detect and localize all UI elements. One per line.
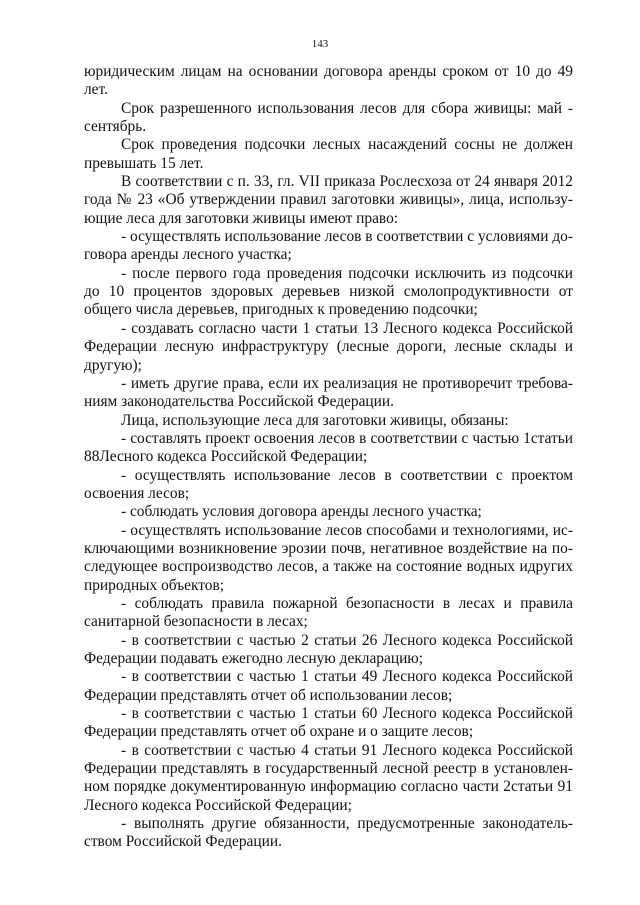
list-item-right: - иметь другие права, если их реализация не противоречит требованиям законодательства Российской Федерации. xyxy=(84,374,573,411)
list-item-obligation: - в соответствии с частью 2 статьи 26 Лесного кодекса Российской Федерации подавать ежегодно лесную декларацию; xyxy=(84,631,573,667)
paragraph-lease-term: юридическим лицам на основании договора аренды сроком от 10 до 49 лет. xyxy=(84,63,573,99)
paragraph-resin-season: Срок разрешенного использования лесов для сбора живицы: май - сентябрь. xyxy=(84,99,573,136)
list-item-obligation: - соблюдать правила пожарной безопасности в лесах и правила санитарной безопасности в лесах; xyxy=(84,594,573,631)
list-item-right: - осуществлять использование лесов в соответствии с условиями договора аренды лесного участка; xyxy=(84,228,573,264)
list-item-obligation: - соблюдать условия договора аренды лесного участка; xyxy=(121,503,482,521)
list-item-obligation: - в соответствии с частью 1 статьи 60 Лесного кодекса Российской Федерации представлять отчет об охране и о защите лесов; xyxy=(84,705,573,741)
list-item-obligation: - составлять проект освоения лесов в соответствии с частью 1статьи 88Лесного кодекса Российской Федерации; xyxy=(84,429,573,466)
list-item-obligation: - в соответствии с частью 4 статьи 91 Лесного кодекса Российской Федерации представлять в государственный лесной реестр в установленном порядке документированную информацию согласно части 2статьи 91 Лесного кодекса Российской Федерации; xyxy=(84,741,573,814)
list-item-obligation: - в соответствии с частью 1 статьи 49 Лесного кодекса Российской Федерации представлять отчет об использовании лесов; xyxy=(84,668,573,704)
list-item-right: - создавать согласно части 1 статьи 13 Лесного кодекса Российской Федерации лесную инфраструктуру (лесные дороги, лесные склады и другую); xyxy=(84,319,573,374)
paragraph-rights-intro: В соответствии с п. 33, гл. VII приказа Рослесхоза от 24 января 2012 года № 23 «Об утверждении правил заготовки живицы», лица, использующие леса для заготовки живицы имеют право: xyxy=(84,173,573,227)
list-item-right: - после первого года проведения подсочки исключить из подсочки до 10 процентов здоровых деревьев низкой смолопродуктивности от общего числа деревьев, пригодных к проведению подсочки; xyxy=(84,264,573,319)
list-item-obligation: - осуществлять использование лесов в соответствии с проектом освоения лесов; xyxy=(84,466,573,502)
document-body xyxy=(84,63,573,852)
list-item-obligation: - выполнять другие обязанности, предусмотренные законодательством Российской Федерации. xyxy=(84,815,573,851)
page-number: 143 xyxy=(311,38,329,50)
paragraph-tapping-duration: Срок проведения подсочки лесных насаждений сосны не должен превышать 15 лет. xyxy=(84,136,573,172)
paragraph-obligations-intro: Лица, использующие леса для заготовки живицы, обязаны: xyxy=(121,411,509,429)
list-item-obligation: - осуществлять использование лесов способами и технологиями, исключающими возникновение эрозии почв, негативное воздействие на последующее воспроизводство лесов, а также на состояние водных идругих природных объектов; xyxy=(84,521,573,594)
